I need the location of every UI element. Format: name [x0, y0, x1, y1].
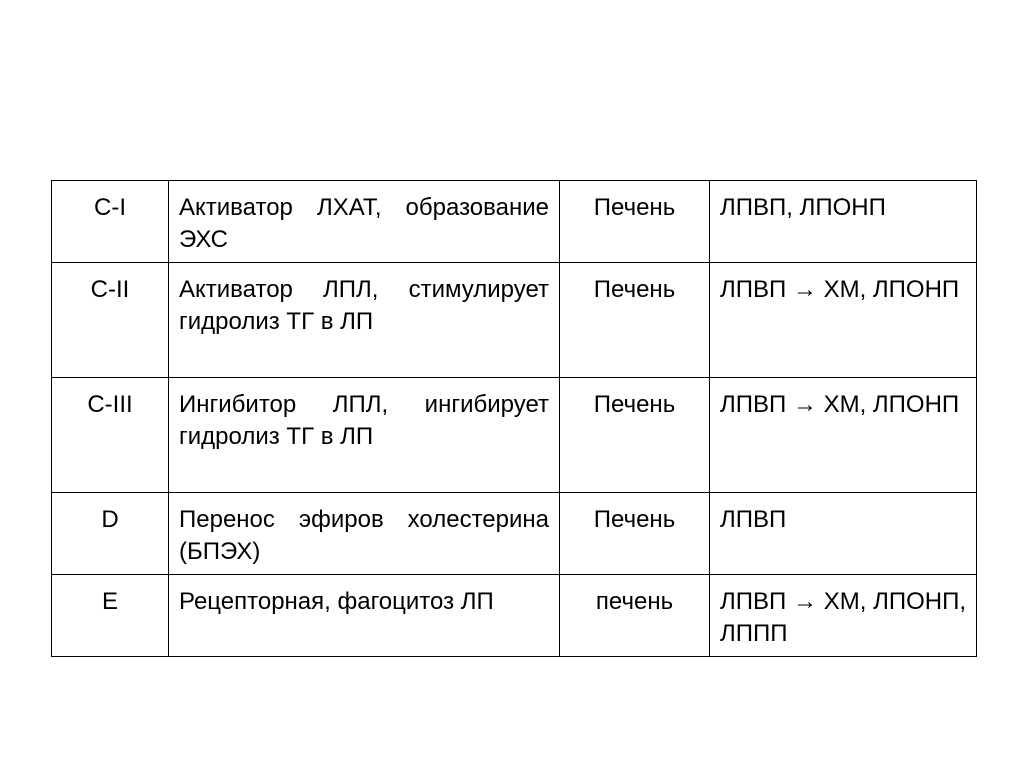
apoprotein-name-cell: C-III	[52, 378, 169, 493]
organ-cell: Печень	[560, 181, 710, 263]
table-row	[52, 263, 977, 378]
lipoprotein-cell: ЛПВП → ХМ, ЛПОНП	[710, 378, 977, 493]
table-row	[52, 378, 977, 493]
function-cell: Ингибитор ЛПЛ, ингибирует гидролиз ТГ в ЛП	[169, 378, 560, 493]
apoprotein-name-cell: C-I	[52, 181, 169, 263]
lipoprotein-cell: ЛПВП, ЛПОНП	[710, 181, 977, 263]
lipoprotein-cell: ЛПВП → ХМ, ЛПОНП	[710, 263, 977, 378]
apolipoprotein-table	[51, 180, 977, 657]
organ-cell: печень	[560, 575, 710, 657]
apoprotein-name-cell: C-II	[52, 263, 169, 378]
function-cell: Рецепторная, фагоцитоз ЛП	[169, 575, 560, 657]
function-cell: Активатор ЛХАТ, образование ЭХС	[169, 181, 560, 263]
table-row	[52, 493, 977, 575]
table-row	[52, 181, 977, 263]
lipoprotein-cell: ЛПВП	[710, 493, 977, 575]
function-cell: Перенос эфиров холестерина (БПЭХ)	[169, 493, 560, 575]
organ-cell: Печень	[560, 493, 710, 575]
apoprotein-name-cell: D	[52, 493, 169, 575]
function-cell: Активатор ЛПЛ, стимулирует гидролиз ТГ в ЛП	[169, 263, 560, 378]
organ-cell: Печень	[560, 378, 710, 493]
apoprotein-name-cell: E	[52, 575, 169, 657]
lipoprotein-cell: ЛПВП → ХМ, ЛПОНП, ЛППП	[710, 575, 977, 657]
table-row	[52, 575, 977, 657]
organ-cell: Печень	[560, 263, 710, 378]
